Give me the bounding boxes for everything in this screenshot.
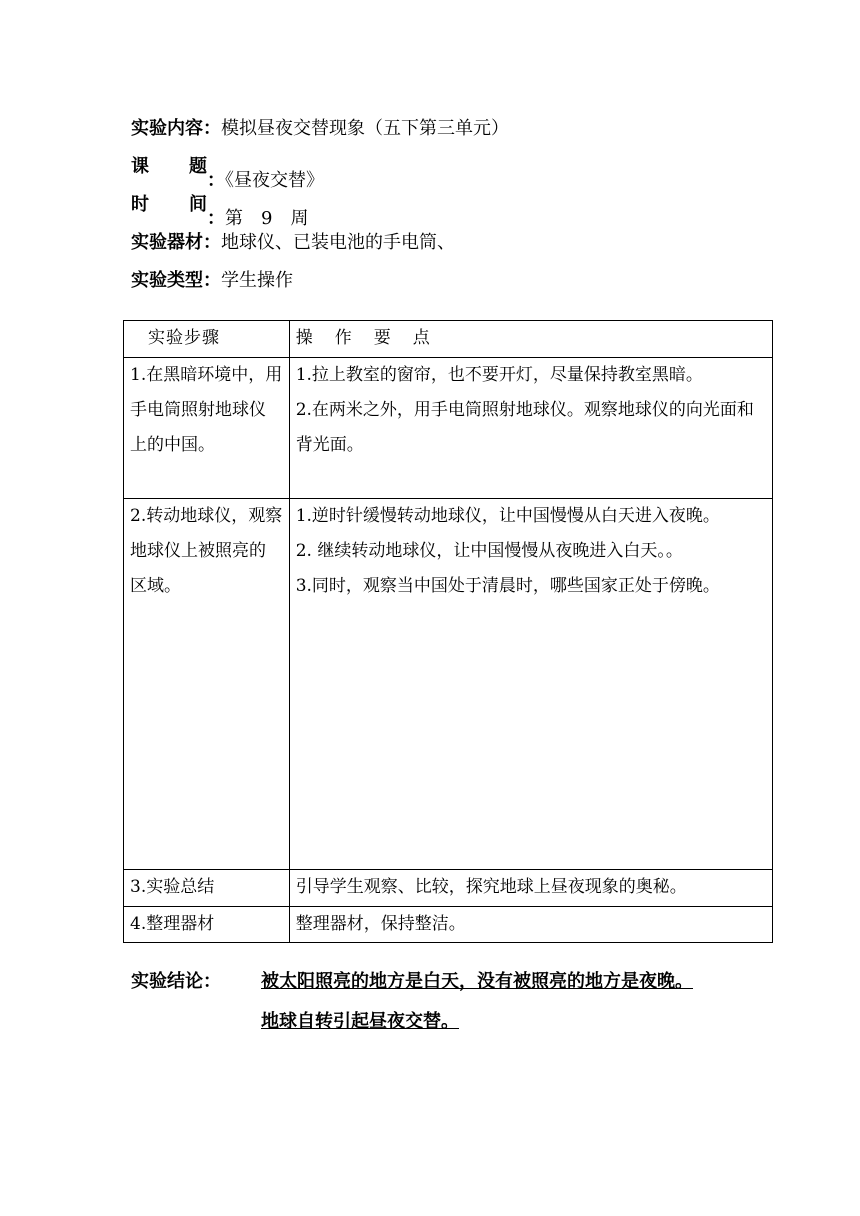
time-label: 时 间: [131, 194, 207, 215]
table-row: [124, 358, 773, 499]
time-prefix: 第: [225, 208, 243, 229]
point-item: 1.逆时针缓慢转动地球仪，让中国慢慢从白天进入夜晚。: [295, 506, 720, 526]
conclusion-line-1: [131, 962, 693, 1002]
week-number: 9: [261, 208, 273, 229]
points-cell: [289, 907, 772, 943]
type-value: 学生操作: [221, 270, 293, 291]
conclusion-block: [131, 962, 693, 1042]
content-value: 模拟昼夜交替现象（五下第三单元）: [221, 118, 509, 139]
topic-label: 课 题: [131, 156, 207, 177]
content-label: 实验内容：: [131, 118, 221, 139]
points-cell: [289, 499, 772, 870]
topic-line: [131, 148, 509, 191]
equipment-value: 地球仪、已装电池的手电筒、: [221, 232, 455, 253]
point-item: 2.在两米之外，用手电筒照射地球仪。观察地球仪的向光面和背光面。: [295, 400, 754, 455]
time-suffix: 周: [290, 208, 309, 229]
type-label: 实验类型：: [131, 270, 221, 291]
header-step: 实验步骤: [124, 321, 290, 358]
conclusion-label: 实验结论：: [131, 971, 221, 992]
topic-colon: ：: [207, 170, 225, 191]
equipment-label: 实验器材：: [131, 232, 221, 253]
table-row: [124, 907, 773, 943]
table-row: [124, 499, 773, 870]
point-item: 1.拉上教室的窗帘，也不要开灯，尽量保持教室黑暗。: [295, 365, 703, 385]
point-item: 3.同时，观察当中国处于清晨时，哪些国家正处于傍晚。: [295, 576, 720, 596]
points-cell: [289, 358, 772, 499]
experiment-info: [131, 110, 509, 300]
point-item: 2. 继续转动地球仪，让中国慢慢从夜晚进入白天。。: [295, 541, 683, 561]
time-line: [131, 186, 509, 229]
table-header-row: [124, 321, 773, 358]
step-cell: 4.整理器材: [124, 907, 290, 943]
content-line: [131, 110, 509, 148]
step-cell: 2.转动地球仪，观察地球仪上被照亮的区域。: [124, 499, 290, 870]
conclusion-line-2: [131, 1002, 693, 1042]
point-item: 引导学生观察、比较，探究地球上昼夜现象的奥秘。: [295, 877, 687, 897]
points-cell: [289, 870, 772, 907]
table-row: [124, 870, 773, 907]
step-cell: 1.在黑暗环境中，用手电筒照射地球仪上的中国。: [124, 358, 290, 499]
step-cell: 3.实验总结: [124, 870, 290, 907]
topic-value: 《昼夜交替》: [225, 170, 324, 191]
time-colon: ：: [207, 208, 225, 229]
type-line: [131, 262, 509, 300]
header-operation: 操作要点: [289, 321, 772, 358]
point-item: 整理器材，保持整洁。: [295, 914, 466, 934]
conclusion-text-1: 被太阳照亮的地方是白天，没有被照亮的地方是夜晚。: [261, 971, 693, 992]
equipment-line: [131, 224, 509, 262]
conclusion-text-2: 地球自转引起昼夜交替。: [261, 1011, 459, 1032]
steps-table: [123, 320, 773, 943]
